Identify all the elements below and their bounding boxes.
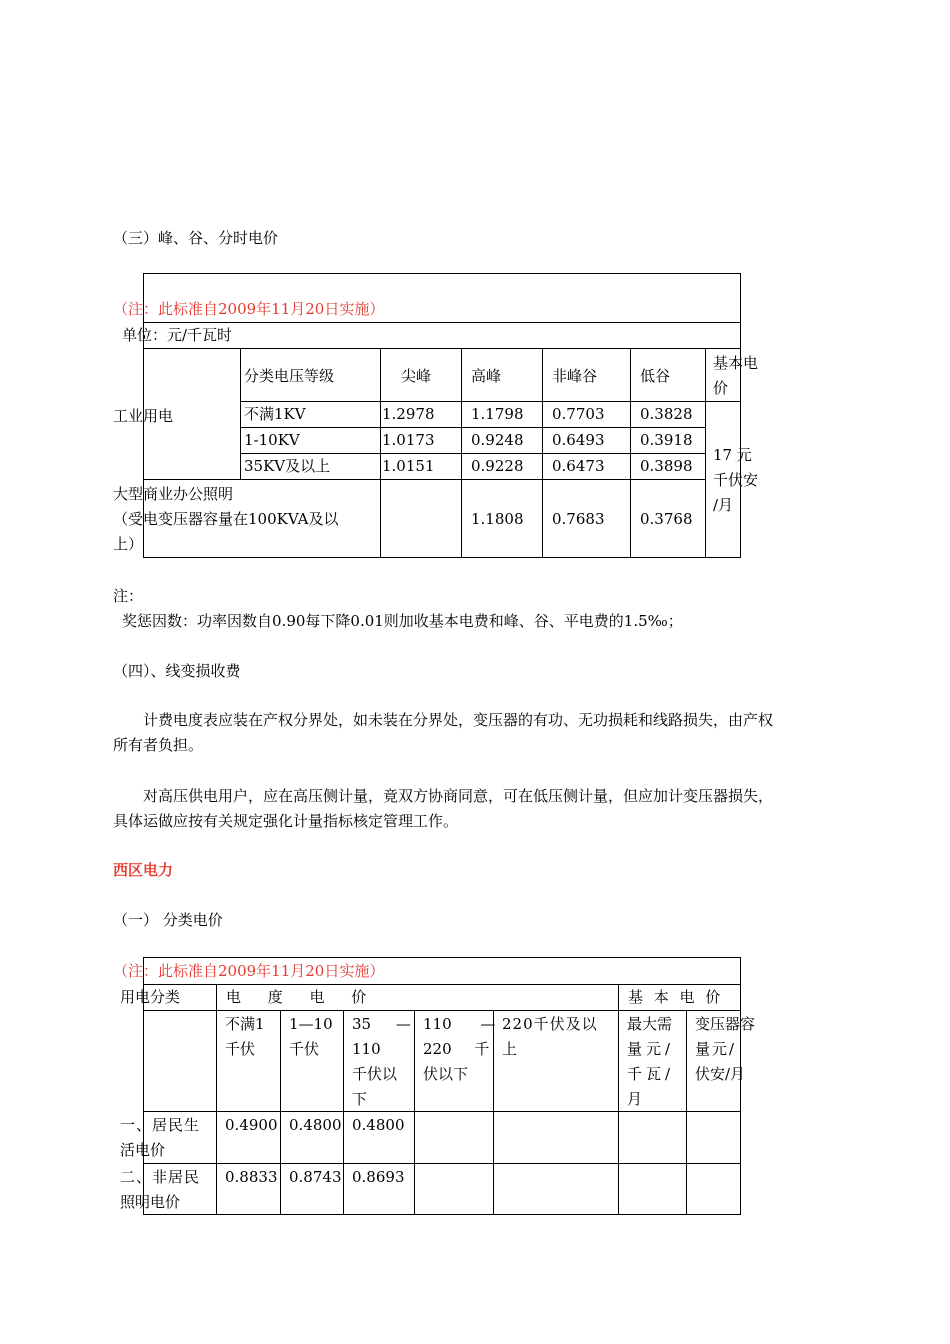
header-voltage-class: 分类电压等级 (244, 367, 335, 385)
header-110-220kv-2: 220 千 (423, 1040, 490, 1058)
header-under-1kv-2: 千伏 (225, 1040, 256, 1058)
header-basic-price-2: 价 (713, 379, 729, 397)
header-sharp-peak: 尖峰 (401, 367, 432, 385)
header-220kv-above-2: 上 (502, 1040, 518, 1058)
header-energy-price: 电 度 电 价 (226, 988, 367, 1006)
basic-price-value-2: 千伏安 (713, 471, 759, 489)
header-transformer-capacity-3: 伏安/月 (695, 1065, 746, 1083)
section4-paragraph-2: 对高压供电用户，应在高压侧计量，竟双方协商同意，可在低压侧计量，但应加计变压器损失，具体运做应按有关规定强化计量指标核定管理工作。 (113, 787, 774, 830)
industrial-label: 工业用电 (113, 407, 174, 425)
header-transformer-capacity-1: 变压器容 (695, 1015, 756, 1033)
table-row: 一、居民生 (120, 1116, 201, 1134)
unit-label: 单位：元/千瓦时 (122, 326, 233, 344)
table-row: 不满1KV (244, 405, 306, 423)
header-max-demand-2: 量元/ (627, 1040, 675, 1058)
header-max-demand-3: 千瓦/ (627, 1065, 675, 1083)
header-max-demand-1: 最大需 (627, 1015, 673, 1033)
header-category: 用电分类 (120, 988, 181, 1006)
table-row: 35KV及以上 (244, 457, 331, 475)
header-35-110kv-4: 下 (352, 1090, 368, 1108)
header-1-10kv-1: 1—10 (289, 1015, 333, 1033)
commercial-label-3: 上） (113, 535, 144, 553)
basic-price-value-1: 17 元 (713, 446, 752, 464)
west-effective-note: （注：此标准自2009年11月20日实施） (113, 962, 385, 980)
header-35-110kv-1: 35 — (352, 1015, 411, 1033)
header-35-110kv-2: 110 (352, 1040, 381, 1058)
header-flat: 非峰谷 (552, 367, 598, 385)
header-transformer-capacity-2: 量元/ (695, 1040, 737, 1058)
header-valley: 低谷 (640, 367, 671, 385)
header-basic-price-1: 基本电 (713, 354, 759, 372)
header-under-1kv-1: 不满1 (225, 1015, 265, 1033)
notes-label: 注： (113, 587, 144, 605)
header-max-demand-4: 月 (627, 1090, 643, 1108)
commercial-label-2: （受电变压器容量在100KVA及以 (113, 510, 339, 528)
effective-note: （注：此标准自2009年11月20日实施） (113, 300, 385, 318)
header-220kv-above-1: 220千伏及以 (502, 1015, 598, 1033)
west-title: 西区电力 (113, 861, 174, 879)
header-basic-price: 基 本 电 价 (628, 988, 721, 1006)
basic-price-value-3: /月 (713, 496, 734, 514)
section4-paragraph-1: 计费电度表应装在产权分界处，如未装在分界处，变压器的有功、无功损耗和线路损失，由产权所有者负担。 (113, 711, 774, 754)
table-row: 1-10KV (244, 431, 300, 449)
commercial-label-1: 大型商业办公照明 (113, 485, 234, 503)
header-peak: 高峰 (471, 367, 502, 385)
header-35-110kv-3: 千伏以 (352, 1065, 398, 1083)
header-1-10kv-2: 千伏 (289, 1040, 320, 1058)
section3-heading: （三）峰、谷、分时电价 (113, 229, 279, 247)
header-110-220kv-1: 110 — (423, 1015, 496, 1033)
section4-heading: （四）、线变损收费 (113, 662, 241, 680)
notes-text: 奖惩因数：功率因数自0.90每下降0.01则加收基本电费和峰、谷、平电费的1.5‰； (122, 612, 683, 630)
west-heading: （一） 分类电价 (113, 911, 223, 929)
header-110-220kv-3: 伏以下 (423, 1065, 469, 1083)
table-row: 二、非居民 (120, 1168, 201, 1186)
